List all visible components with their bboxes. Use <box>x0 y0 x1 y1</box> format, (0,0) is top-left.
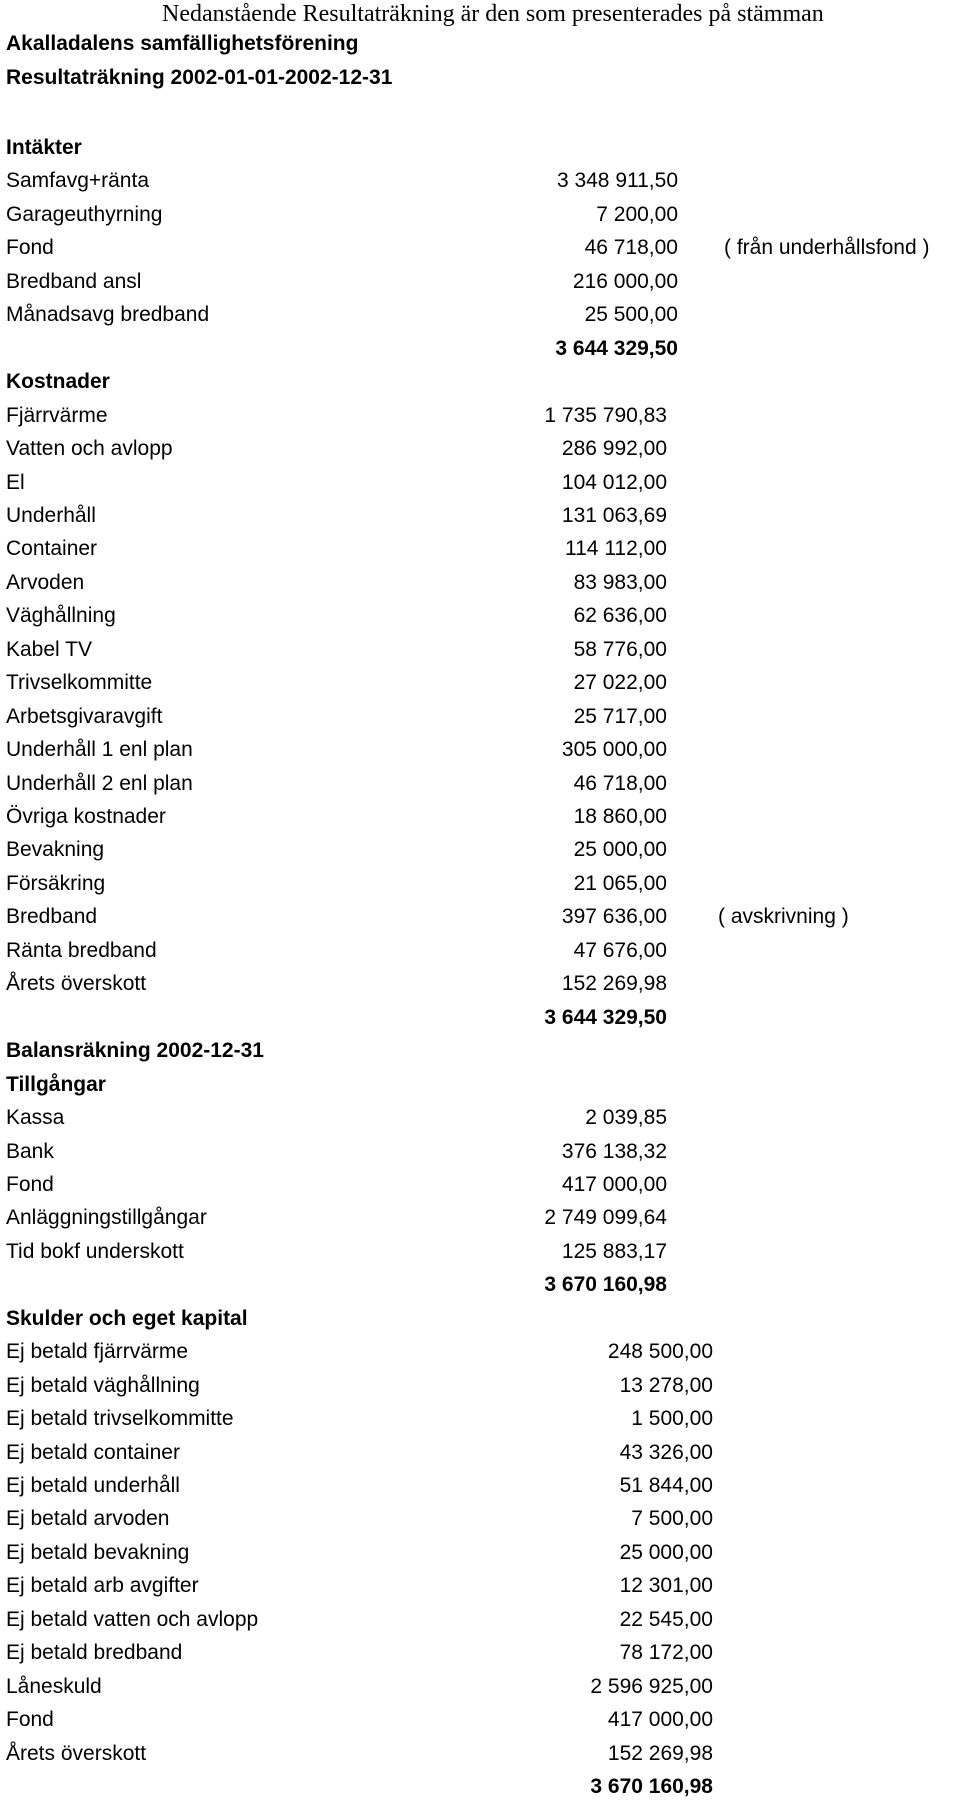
cost-row <box>0 401 960 434</box>
asset-row <box>0 1170 960 1203</box>
liability-row <box>0 1672 960 1705</box>
cost-row <box>0 534 960 567</box>
cost-row-value: 1 735 790,83 <box>544 403 667 427</box>
cost-row-label: El <box>6 470 25 494</box>
income-row <box>0 233 960 266</box>
assets-total-value: 3 670 160,98 <box>544 1273 667 1297</box>
liability-row-value: 12 301,00 <box>619 1574 713 1598</box>
cost-row-label: Väghållning <box>6 604 116 628</box>
cost-row <box>0 769 960 802</box>
income-row-label: Månadsavg bredband <box>6 303 210 327</box>
asset-row-label: Kassa <box>6 1106 65 1130</box>
income-row <box>0 166 960 199</box>
cost-row-value: 152 269,98 <box>561 972 667 996</box>
income-heading <box>0 133 960 166</box>
liability-row-label: Fond <box>6 1708 54 1732</box>
cost-row-label: Bredband <box>6 905 98 929</box>
asset-row <box>0 1103 960 1136</box>
cost-row-value: 25 717,00 <box>573 704 667 728</box>
cost-row-value: 18 860,00 <box>573 805 667 828</box>
liability-row-value: 248 500,00 <box>607 1340 713 1364</box>
income-row-label: Fond <box>6 236 54 260</box>
liability-row-label: Ej betald trivselkommitte <box>6 1407 234 1431</box>
balance-heading <box>0 1036 960 1069</box>
costs-total-value: 3 644 329,50 <box>544 1005 667 1029</box>
liability-row-value: 25 000,00 <box>619 1540 713 1564</box>
cost-row-value: 131 063,69 <box>561 503 667 527</box>
cost-row-note: ( avskrivning ) <box>718 905 849 929</box>
cost-row-label: Övriga kostnader <box>6 805 166 828</box>
liability-row-label: Ej betald fjärrvärme <box>6 1340 189 1364</box>
balance-heading-label: Balansräkning 2002-12-31 <box>6 1039 264 1063</box>
cost-row <box>0 869 960 902</box>
income-row <box>0 300 960 333</box>
liabilities-heading <box>0 1304 960 1337</box>
cost-row-label: Fjärrvärme <box>6 403 108 427</box>
cost-row-value: 104 012,00 <box>561 470 667 494</box>
income-row <box>0 200 960 233</box>
liability-row-label: Ej betald väghållning <box>6 1373 200 1397</box>
income-row <box>0 267 960 300</box>
cost-row <box>0 936 960 969</box>
liability-row-label: Årets överskott <box>6 1741 147 1765</box>
cost-row-label: Arbetsgivaravgift <box>6 704 163 728</box>
cost-row-value: 83 983,00 <box>573 570 667 594</box>
asset-row-value: 2 749 099,64 <box>544 1206 667 1230</box>
liability-row-value: 2 596 925,00 <box>590 1674 713 1698</box>
cost-row <box>0 969 960 1002</box>
liability-row-value: 152 269,98 <box>607 1741 713 1765</box>
assets-total <box>0 1270 960 1303</box>
income-row-value: 7 200,00 <box>596 202 678 226</box>
assets-heading-label: Tillgångar <box>6 1072 106 1096</box>
income-row-value: 216 000,00 <box>572 269 678 293</box>
costs-heading <box>0 367 960 400</box>
cost-row <box>0 735 960 768</box>
asset-row-value: 417 000,00 <box>561 1172 667 1196</box>
liability-row-label: Ej betald bevakning <box>6 1540 190 1564</box>
liability-row-label: Ej betald arb avgifter <box>6 1574 199 1598</box>
income-row-value: 25 500,00 <box>584 303 678 327</box>
cost-row-label: Vatten och avlopp <box>6 437 173 461</box>
liability-row-value: 51 844,00 <box>619 1474 713 1497</box>
organization-name: Akalladalens samfällighetsförening <box>6 32 359 55</box>
liability-row-value: 22 545,00 <box>619 1607 713 1631</box>
cost-row-label: Trivselkommitte <box>6 671 153 695</box>
income-row-value: 3 348 911,50 <box>556 169 678 193</box>
liability-row <box>0 1571 960 1604</box>
cost-row-value: 27 022,00 <box>573 671 667 695</box>
liability-row-label: Ej betald container <box>6 1440 180 1464</box>
liability-row <box>0 1504 960 1537</box>
cost-row-label: Ränta bredband <box>6 938 157 962</box>
cost-row-value: 58 776,00 <box>573 637 667 661</box>
cost-row <box>0 668 960 701</box>
liability-row <box>0 1471 960 1504</box>
cost-row <box>0 501 960 534</box>
liabilities-heading-label: Skulder och eget kapital <box>6 1306 248 1330</box>
liability-row-value: 417 000,00 <box>607 1708 713 1732</box>
cost-row <box>0 434 960 467</box>
cost-row <box>0 468 960 501</box>
income-row-label: Bredband ansl <box>6 269 142 293</box>
liability-row-value: 7 500,00 <box>631 1507 713 1531</box>
cost-row <box>0 835 960 868</box>
liability-row-label: Ej betald vatten och avlopp <box>6 1607 259 1631</box>
liability-row <box>0 1404 960 1437</box>
cost-row <box>0 802 960 835</box>
document-header: Nedanstående Resultaträkning är den som presenterades på stämman <box>162 1 824 27</box>
liabilities-total-value: 3 670 160,98 <box>590 1775 713 1799</box>
income-row-label: Samfavg+ränta <box>6 169 150 193</box>
cost-row <box>0 601 960 634</box>
liability-row <box>0 1705 960 1738</box>
income-heading-label: Intäkter <box>6 136 82 159</box>
asset-row-label: Bank <box>6 1139 54 1163</box>
liability-row <box>0 1438 960 1471</box>
cost-row-label: Försäkring <box>6 871 106 895</box>
costs-total <box>0 1003 960 1036</box>
cost-row-label: Container <box>6 537 98 561</box>
cost-row-value: 21 065,00 <box>573 871 667 895</box>
income-row-label: Garageuthyrning <box>6 202 163 226</box>
cost-row-value: 46 718,00 <box>573 771 667 795</box>
income-total <box>0 334 960 367</box>
cost-row-label: Kabel TV <box>6 637 92 661</box>
cost-row-label: Underhåll <box>6 503 96 527</box>
liability-row <box>0 1605 960 1638</box>
liability-row-label: Ej betald arvoden <box>6 1507 170 1531</box>
cost-row-label: Underhåll 2 enl plan <box>6 771 193 795</box>
asset-row-label: Anläggningstillgångar <box>6 1206 207 1230</box>
asset-row-value: 125 883,17 <box>561 1239 667 1263</box>
cost-row <box>0 902 960 935</box>
cost-row <box>0 568 960 601</box>
liability-row-value: 13 278,00 <box>619 1373 713 1397</box>
income-row-note: ( från underhållsfond ) <box>724 236 930 260</box>
liability-row-value: 43 326,00 <box>619 1440 713 1464</box>
liability-row-value: 78 172,00 <box>619 1641 713 1665</box>
asset-row-label: Fond <box>6 1172 54 1196</box>
cost-row-value: 305 000,00 <box>561 738 667 762</box>
cost-row-value: 62 636,00 <box>573 604 667 628</box>
cost-row-label: Arvoden <box>6 570 85 594</box>
report-title: Resultaträkning 2002-01-01-2002-12-31 <box>6 66 393 89</box>
cost-row <box>0 702 960 735</box>
asset-row-label: Tid bokf underskott <box>6 1239 184 1263</box>
liability-row-label: Ej betald underhåll <box>6 1474 180 1497</box>
asset-row-value: 2 039,85 <box>585 1106 667 1130</box>
liability-row <box>0 1638 960 1671</box>
liability-row <box>0 1538 960 1571</box>
cost-row-value: 25 000,00 <box>573 838 667 862</box>
income-row-value: 46 718,00 <box>584 236 678 260</box>
asset-row <box>0 1137 960 1170</box>
asset-row <box>0 1203 960 1236</box>
asset-row <box>0 1237 960 1270</box>
liabilities-total <box>0 1772 960 1805</box>
liability-row <box>0 1739 960 1772</box>
cost-row-value: 397 636,00 <box>561 905 667 929</box>
income-total-value: 3 644 329,50 <box>555 336 678 360</box>
assets-heading <box>0 1070 960 1103</box>
cost-row-label: Underhåll 1 enl plan <box>6 738 193 762</box>
cost-row-label: Bevakning <box>6 838 105 862</box>
liability-row-label: Ej betald bredband <box>6 1641 183 1665</box>
cost-row <box>0 635 960 668</box>
cost-row-value: 47 676,00 <box>573 938 667 962</box>
liability-row-label: Låneskuld <box>6 1674 102 1698</box>
costs-heading-label: Kostnader <box>6 370 110 394</box>
cost-row-label: Årets överskott <box>6 972 147 996</box>
liability-row <box>0 1337 960 1370</box>
cost-row-value: 114 112,00 <box>565 537 667 561</box>
asset-row-value: 376 138,32 <box>561 1139 667 1163</box>
liability-row-value: 1 500,00 <box>631 1407 713 1431</box>
cost-row-value: 286 992,00 <box>561 437 667 461</box>
liability-row <box>0 1371 960 1404</box>
